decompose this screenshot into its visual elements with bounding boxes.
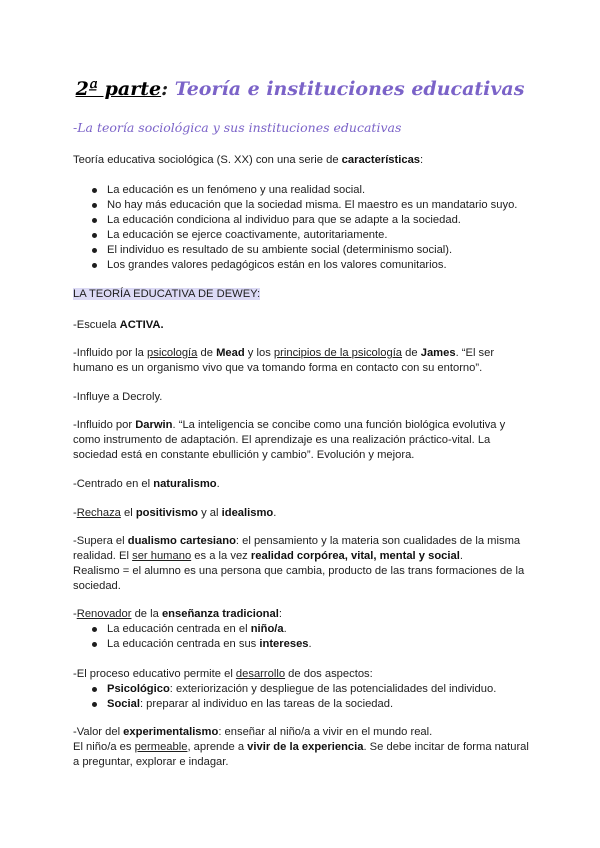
proceso-list (92, 682, 532, 712)
list-item: No hay más educación que la sociedad misma. El maestro es un mandatario suyo. (92, 198, 532, 213)
page-title (0, 77, 600, 101)
list-item: Social: preparar al individuo en las tareas de la sociedad. (92, 697, 532, 712)
paragraph-proceso: -El proceso educativo permite el desarrollo de dos aspectos: (73, 668, 373, 680)
paragraph-dualismo: -Supera el dualismo cartesiano: el pensamiento y la materia son cualidades de la misma realidad. El ser humano es a la vez realidad corpórea, vital, mental y social. (73, 535, 521, 562)
paragraph-realismo: Realismo = el alumno es una persona que cambia, producto de las trans formaciones de la sociedad. (73, 565, 525, 592)
paragraph-escuela: -Escuela ACTIVA. (73, 319, 164, 331)
title-rest: Teoría e instituciones educativas (168, 78, 525, 100)
paragraph-rechaza: -Rechaza el positivismo y al idealismo. (73, 507, 277, 519)
dewey-heading: LA TEORÍA EDUCATIVA DE DEWEY: (73, 288, 261, 300)
renovador-list (92, 622, 532, 652)
list-item: La educación condiciona al individuo para que se adapte a la sociedad. (92, 213, 532, 228)
list-item: La educación centrada en sus intereses. (92, 637, 532, 652)
list-item: Los grandes valores pedagógicos están en los valores comunitarios. (92, 258, 532, 273)
list-item: El individuo es resultado de su ambiente social (determinismo social). (92, 243, 532, 258)
section-subtitle: -La teoría sociológica y sus instituciones educativas (73, 120, 402, 135)
list-item: La educación se ejerce coactivamente, autoritariamente. (92, 228, 532, 243)
list-item: La educación es un fenómeno y una realidad social. (92, 183, 532, 198)
characteristics-list (92, 183, 532, 273)
paragraph-decroly: -Influye a Decroly. (73, 391, 163, 403)
title-colon: : (161, 78, 169, 100)
title-lead: 2ª parte (75, 78, 162, 100)
list-item: La educación centrada en el niño/a. (92, 622, 532, 637)
list-item: Psicológico: exteriorización y despliegue de las potencialidades del individuo. (92, 682, 532, 697)
paragraph-experimentalismo: -Valor del experimentalismo: enseñar al niño/a a vivir en el mundo real. El niño/a es permeable, aprende a vivir de la experiencia. Se debe incitar de forma natural a preguntar, explorar e indagar. (73, 726, 529, 768)
paragraph-naturalismo: -Centrado en el naturalismo. (73, 478, 220, 490)
paragraph-darwin: -Influido por Darwin. “La inteligencia se concibe como una función biológica evolutiva y como instrumento de adaptación. El aprendizaje es una realización práctico-vital. La sociedad está en constante ebullición y cambio”. Evolución y mejora. (73, 419, 506, 461)
paragraph-influido-psicologia: -Influido por la psicología de Mead y los principios de la psicología de James. “El ser humano es un organismo vivo que va tomando forma en contacto con su entorno”. (73, 347, 495, 374)
paragraph-renovador: -Renovador de la enseñanza tradicional: (73, 608, 282, 620)
intro-paragraph: Teoría educativa sociológica (S. XX) con una serie de características: (73, 154, 424, 166)
